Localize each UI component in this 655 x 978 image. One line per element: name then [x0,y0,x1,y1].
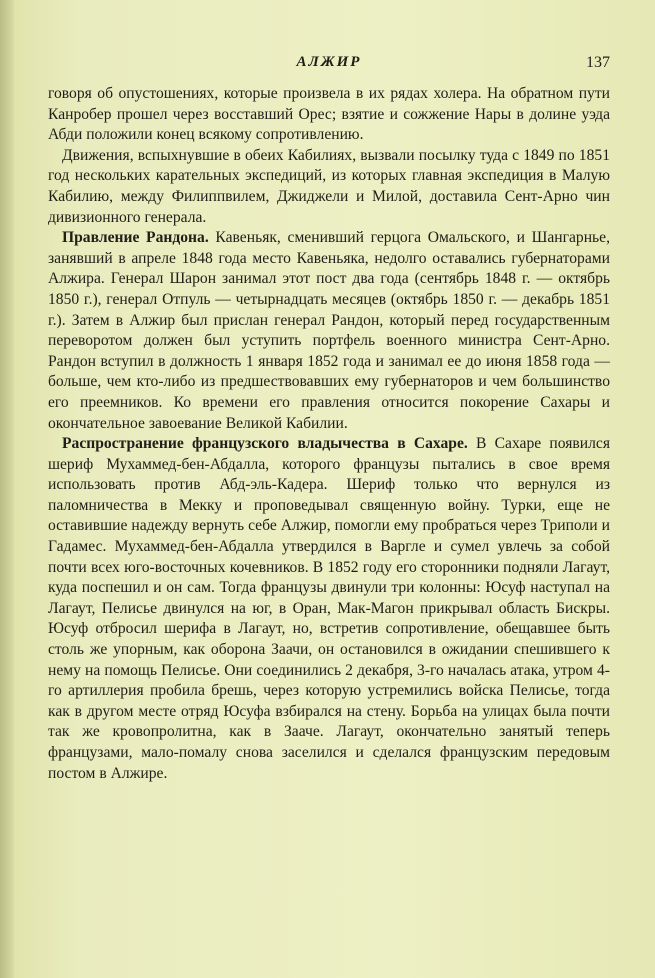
page-header [48,54,610,76]
running-title: АЛЖИР [296,54,362,70]
run-in-heading: Правление Рандона. [62,229,209,247]
paragraph [48,434,610,784]
paragraph [48,146,610,228]
paragraph-text: говоря об опустошениях, которые произвела в их рядах холера. На обратном пути Канробер прошел через восставший Орес; взятие и сожжение Нары в долине уэда Абди положили конец всякому сопротивлению. [48,85,610,144]
paragraph [48,228,610,434]
paragraph [48,84,610,146]
body-text [48,84,610,784]
page-number: 137 [586,54,610,71]
page-spine-shadow [0,0,14,978]
paragraph-text: Движения, вспыхнувшие в обеих Кабилиях, вызвали посылку туда с 1849 по 1851 год нескольких карательных экспедиций, из которых главная экспедиция в Малую Кабилию, между Филиппвилем, Джиджели и Милой, доставила Сент-Арно чин дивизионного генерала. [48,146,610,226]
paragraph-text: Кавеньяк, сменивший герцога Омальского, и Шангарнье, занявший в апреле 1848 года место Кавеньяка, недолго оставались губернаторами Алжира. Генерал Шарон занимал этот пост два года (сентябрь 1848 г. — октябрь 1850 г.), генерал Отпуль — четырнадцать месяцев (октябрь 1850 г. — декабрь 1851 г.). Затем в Алжир был прислан генерал Рандон, который перед государственным переворотом должен был уступить портфель военного министра Сент-Арно. Рандон вступил в должность 1 января 1852 года и занимал ее до июня 1858 года — больше, чем кто-либо из предшествовавших ему губернаторов и чем большинство его преемников. Ко времени его правления относится покорение Сахары и окончательное завоевание Великой Кабилии. [48,229,610,432]
run-in-heading: Распространение французского владычества в Сахаре. [62,435,468,453]
paragraph-text: В Сахаре появился шериф Мухаммед-бен-Абдалла, которого французы пытались в свое время использовать против Абд-эль-Кадера. Шериф только что вернулся из паломничества в Мекку и проповедывал священную войну. Турки, еще не оставившие надежду вернуть себе Алжир, помогли ему пробраться через Триполи и Гадамес. Мухаммед-бен-Абдалла утвердился в Варгле и сумел увлечь за собой почти всех юго-восточных кочевников. В 1852 году его сторонники подняли Лагаут, куда поспешил и он сам. Тогда французы двинули три колонны: Юсуф наступал на Лагаут, Пелисье двинулся на юг, в Оран, Мак-Магон прикрывал область Бискры. Юсуф отбросил шерифа в Лагаут, но, встретив сопротивление, обещавшее быть столь же упорным, как оборона Заачи, он остановился в ожидании спешившего к нему на помощь Пелисье. Они соединились 2 декабря, 3-го началась атака, утром 4-го артиллерия пробила брешь, через которую устремились войска Пелисье, тогда как в другом месте отряд Юсуфа взбирался на стену. Борьба на улицах была почти так же кровопролитна, как в Зааче. Лагаут, окончательно занятый теперь французами, мало-помалу снова заселился и сделался французским передовым постом в Алжире. [48,435,610,782]
